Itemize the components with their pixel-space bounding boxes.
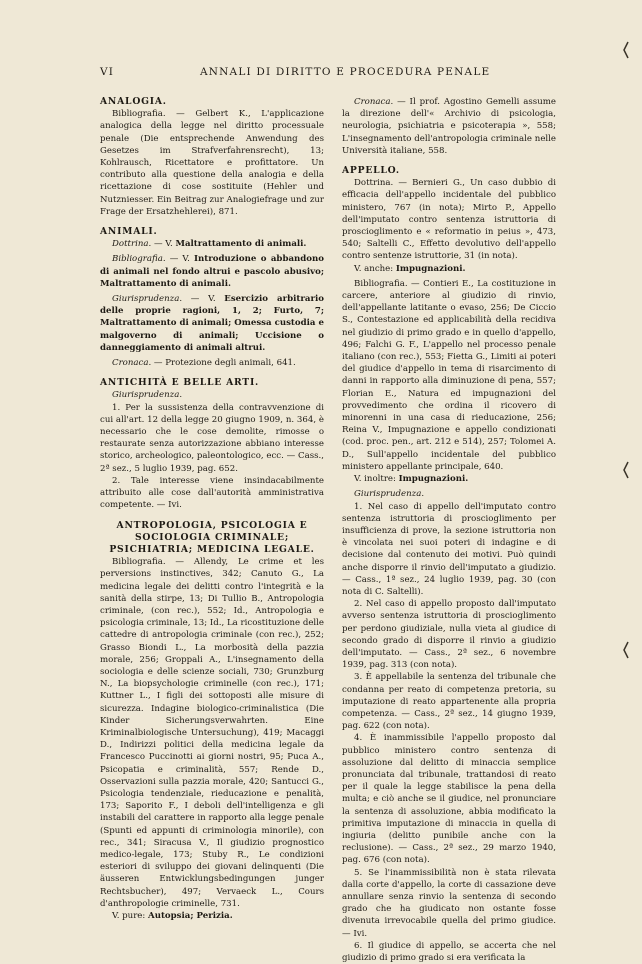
appello-item: 5. Se l'inammissibilità non è stata rilevata dalla corte d'appello, la corte di cassazione deve annullare senza rinvio la sentenza di secondo grado che ha giudicato non ostante fosse divenuta irrevocabile quella del primo giudice. — Ivi. [342,867,556,939]
section-heading-analogia: ANALOGIA. [100,96,167,107]
appello-giurisprudenza-label: Giurisprudenza. [354,489,425,500]
appello-item: 4. È inammissibile l'appello proposto dal pubblico ministero contro sentenza di assoluzione dal delitto di minaccia semplice pronunciata dal tribunale, trattandosi di reato per il quale la legge stabilisce la pena della multa; e ciò anche se il giudice, nel pronunciare la sentenza di assoluzione, abbia modificato la primitiva imputazione di minaccia in quella di ingiuria (delitto punibile anche con la reclusione). — Cass., 2ª sez., 29 marzo 1940, pag. 676 (con nota). [342,733,556,866]
right-column [342,96,556,964]
antichita-giurisprudenza-label: Giurisprudenza. [112,390,183,401]
margin-mark-icon [620,460,632,480]
appello-item: 6. Il giudice di appello, se accerta che nel giudizio di primo grado si era verificata la [342,940,556,964]
page-number: VI [100,66,115,78]
section-heading-appello: APPELLO. [342,165,400,177]
running-title: ANNALI DI DIRITTO E PROCEDURA PENALE [200,66,491,78]
appello-item: 3. È appellabile la sentenza del tribunale che condanna per reato di competenza pretoria, su imputazione di reato appartenente alla propria competenza. — Cass., 2ª sez., 14 giugno 1939, pag. 622 (con nota). [342,672,556,732]
analogia-bibliografia: Bibliografia. — Gelbert K., L'applicazione analogica della legge nel diritto processuale penale (Die entsprechende Anwendung des Gesetzes im Strafverfahrensrecht), 13; Kohlrausch, Ricettatore e profittatore. Un contributo alla questione della analogia e della ricettazione di cose sostituite (Hehler und Nutzniesser. Ein Beitrag zur Analogiefrage und zur Frage der Ersatzhehlerei), 871. [100,109,324,217]
section-heading-antichita: ANTICHITÀ E BELLE ARTI. [100,377,260,389]
animali-dottrina: Dottrina. — V. Maltrattamento di animali. [112,239,307,250]
appello-item: 2. Nel caso di appello proposto dall'imputato avverso sentenza istruttoria di proscioglimento per perdono giudiziale, nulla vieta al giudice di secondo grado di disporre il rinvio a giudizio dell'imputato. — Cass., 2ª sez., 6 novembre 1939, pag. 313 (con nota). [342,599,556,671]
appello-voltre: V. inoltre: Impugnazioni. [354,474,469,485]
margin-mark-icon [620,640,632,660]
animali-giurisprudenza: Giurisprudenza. — V. Esercizio arbitrario delle proprie ragioni, 1, 2; Furto, 7; Maltrattamento di animali; Omessa custodia e malgoverno di animali; Uccisione o danneggiamento di animali altrui. [100,294,324,353]
animali-cronaca: Cronaca. — Protezione degli animali, 641. [112,358,296,369]
appello-bibliografia: Bibliografia. — Contieri E., La costituzione in carcere, anteriore al giudizio di rinvio, dell'appellante latitante o evaso, 256; De Ciccio S., Contestazione ed applicabilità della recidiva nel giudizio di primo grado e in quello d'appello, 496; Falchi G. F., L'appello nel processo penale italiano (con rec.), 553; Fietta G., Limiti ai poteri del giudice d'appello in tema di risarcimento di danni in rapporto alla diminuzione di pena, 557; Florian E., Natura ed impugnazioni del provvedimento che ordina il ricovero di minorenni in una casa di rieducazione, 256; Reina V., Impugnazione e appello condizionati (cod. proc. pen., art. 212 e 514), 257; Tolomei A. D., Sull'appello incidentale del pubblico ministero appellante principale, 640. [342,278,556,472]
appello-item: 1. Nel caso di appello dell'imputato contro sentenza istruttoria di proscioglimento per insufficienza di prove, la sezione istruttoria non è vincolata nei suoi poteri di indagine e di decisione dal contenuto dei motivi. Può quindi anche disporre il rinvio dell'imputato a giudizio. — Cass., 1ª sez., 24 luglio 1939, pag. 30 (con nota di C. Saltelli). [342,501,556,597]
appello-vanche: V. anche: Impugnazioni. [354,263,466,274]
left-column [100,96,324,922]
antropologia-bibliografia: Bibliografia. — Allendy, Le crime et les perversions instinctives, 342; Canuto G., La medicina legale dei delitti contro l'integrità e la sanità della stirpe, 13; Di Tullio B., Antropologia criminale, (con rec.), 552; Id., Antropologia e psicologia criminale, 13; Id., La ricostituzione delle cattedre di antropologia criminale (con rec.), 252; Grasso Biondi L., La morbosità della pazzia morale, 256; Groppali A., L'insegnamento della sociologia e delle scienze sociali, 730; Grunzburg N., La biopsychologie criminelle (con rec.), 171; Kuttner L., I figli dei sottoposti alle misure di sicurezza. Indagine biologico-criminalistica (Die Kinder Sicherungsverwahrten. Eine Kriminalbiologische Untersuchung), 419; Macaggi D., Indirizzi politici della medicina legale da Francesco Puccinotti ai giorni nostri, 95; Puca A., Psicopatia e criminalità, 557; Rende D., Osservazioni sulla pazzia morale, 420; Santucci G., Psicologia tendenziale, rieducazione e penalità, 173; Saporito F., I deboli dell'intelligenza e gli instabili del carattere in rapporto alla legge penale (Spunti ed appunti di criminologia minorile), con rec., 341; Siracusa V., Il giudizio prognostico medico-legale, 173; Stuby R., Le condizioni esteriori di sviluppo dei giovani delinquenti (Die äusseren Entwicklungsbedingungen junger Rechtsbucher), 497; Vervaeck L., Cours d'anthropologie criminelle, 731. [100,557,324,909]
antichita-item-2: 2. Tale interesse viene insindacabilmente attribuito alle cose dall'autorità amministrativa competente. — Ivi. [100,475,324,511]
antichita-item-1: 1. Per la sussistenza della contravvenzione di cui all'art. 12 della legge 20 giugno 1909, n. 364, è necessario che le cose demolite, rimosse o restaurate senza autorizzazione abbiano interesse storico, archeologico, paleontologico, ecc. — Cass., 2ª sez., 5 luglio 1939, pag. 652. [100,402,324,474]
appello-dottrina: Dottrina. — Bernieri G., Un caso dubbio di efficacia dell'appello incidentale del pubblico ministero, 767 (in nota); Mirto P., Appello dell'imputato contro sentenza istruttoria di proscioglimento e « reformatio in peius », 473, 540; Saltelli C., Effetto devolutivo dell'appello contro sentenze istruttorie, 31 (in nota). [342,178,556,262]
margin-mark-icon [620,40,632,60]
antropologia-vpure: V. pure: Autopsia; Perizia. [112,911,233,921]
antropologia-cronaca: Cronaca. — Il prof. Agostino Gemelli assume la direzione dell'« Archivio di psicologia, neurologia, psichiatria e psicoterapia », 558; L'insegnamento dell'antropologia criminale nelle Università italiane, 558. [342,97,556,156]
section-heading-animali: ANIMALI. [100,226,158,238]
section-heading-antropologia: ANTROPOLOGIA, PSICOLOGIA E SOCIOLOGIA CRIMINALE; PSICHIATRIA; MEDICINA LEGALE. [109,519,315,555]
animali-bibliografia: Bibliografia. — V. Introduzione o abbandono di animali nel fondo altrui e pascolo abusivo; Maltrattamento di animali. [100,254,324,289]
